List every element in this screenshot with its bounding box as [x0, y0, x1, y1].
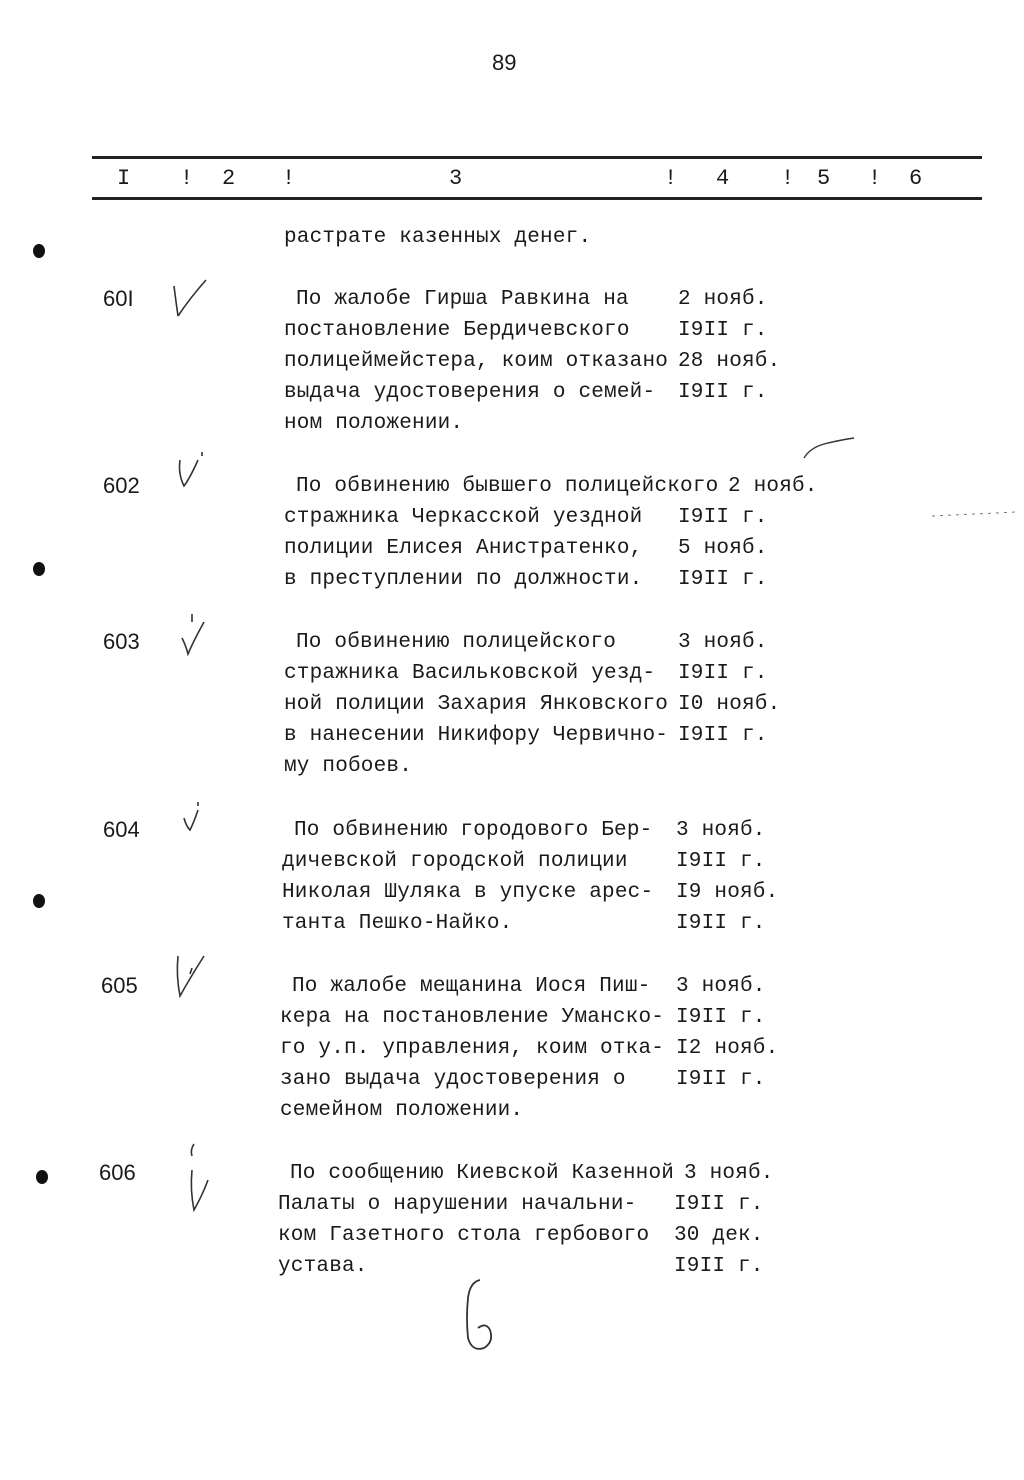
header-separator: ! — [868, 166, 882, 191]
checkmark-icon — [170, 946, 210, 1002]
checkmark-icon — [184, 1140, 214, 1220]
entry-number: 603 — [103, 629, 140, 654]
entry-text-line: Палаты о нарушении начальни- — [278, 1193, 637, 1216]
entry-date: I9II г. — [676, 1068, 766, 1091]
entry-text-line: танта Пешко-Найко. — [282, 912, 513, 935]
header-col-6: 6 — [909, 166, 923, 191]
entry-date: I9II г. — [678, 381, 768, 404]
table-header-top-rule — [92, 156, 982, 159]
entry-date: 3 нояб. — [676, 819, 766, 842]
entry-date: 28 нояб. — [678, 350, 781, 373]
entry-text-line: Николая Шуляка в упуске арес- — [282, 881, 654, 904]
header-separator: ! — [180, 166, 194, 191]
entry-date: I2 нояб. — [676, 1037, 779, 1060]
entry-text-line: му побоев. — [284, 755, 413, 778]
entry-text-line: устава. — [278, 1255, 368, 1278]
entry-date: I9II г. — [676, 1006, 766, 1029]
entry-number: 605 — [101, 973, 138, 998]
entry-text-line: выдача удостоверения о семей- — [284, 381, 656, 404]
page-number: 89 — [492, 50, 517, 75]
entry-date: I9II г. — [678, 724, 768, 747]
checkmark-icon — [178, 798, 208, 838]
header-col-4: 4 — [716, 166, 730, 191]
entry-text-line: По обвинению бывшего полицейского — [296, 475, 719, 498]
checkmark-icon — [172, 448, 208, 498]
entry-date: I9II г. — [678, 319, 768, 342]
checkmark-icon — [176, 610, 212, 660]
entry-number: 60I — [103, 286, 134, 311]
entry-text-line: дичевской городской полиции — [282, 850, 628, 873]
entry-date: 2 нояб. — [678, 288, 768, 311]
continuation-text: растрате казенных денег. — [284, 226, 592, 249]
entry-date: 3 нояб. — [684, 1162, 774, 1185]
entry-number: 606 — [99, 1160, 136, 1185]
header-col-1: I — [117, 166, 131, 191]
entry-text-line: полицеймейстера, коим отказано — [284, 350, 669, 373]
entry-date: 3 нояб. — [678, 631, 768, 654]
header-col-2: 2 — [222, 166, 236, 191]
entry-date: I9II г. — [678, 662, 768, 685]
table-header-bottom-rule — [92, 197, 982, 200]
header-col-3: 3 — [449, 166, 463, 191]
punch-hole — [33, 244, 45, 258]
entry-text-line: По обвинению городового Бер- — [294, 819, 653, 842]
handwritten-page-mark — [458, 1268, 504, 1358]
punch-hole — [33, 562, 45, 576]
entry-number: 604 — [103, 817, 140, 842]
entry-text-line: стражника Васильковской уезд- — [284, 662, 656, 685]
entry-text-line: ной полиции Захария Янковского — [284, 693, 669, 716]
punch-hole — [36, 1170, 48, 1184]
entry-text-line: кера на постановление Уманско- — [280, 1006, 665, 1029]
entry-date: 5 нояб. — [678, 537, 768, 560]
entry-text-line: ком Газетного стола гербового — [278, 1224, 650, 1247]
punch-hole — [33, 894, 45, 908]
entry-text-line: По жалобе мещанина Иося Пиш- — [292, 975, 651, 998]
entry-date: I9II г. — [676, 912, 766, 935]
entry-date: I0 нояб. — [678, 693, 781, 716]
entry-date: 30 дек. — [674, 1224, 764, 1247]
pen-stroke — [930, 506, 1020, 520]
header-separator: ! — [781, 166, 795, 191]
entry-date: I9II г. — [674, 1193, 764, 1216]
entry-date: 3 нояб. — [676, 975, 766, 998]
entry-date: I9II г. — [676, 850, 766, 873]
checkmark-icon — [168, 272, 212, 322]
entry-text-line: По обвинению полицейского — [296, 631, 617, 654]
entry-text-line: постановление Бердичевского — [284, 319, 630, 342]
entry-date: I9II г. — [678, 568, 768, 591]
entry-text-line: го у.п. управления, коим отка- — [280, 1037, 665, 1060]
entry-text-line: По сообщению Киевской Казенной — [290, 1162, 675, 1185]
entry-number: 602 — [103, 473, 140, 498]
header-col-5: 5 — [817, 166, 831, 191]
header-separator: ! — [282, 166, 296, 191]
entry-text-line: зано выдача удостоверения о — [280, 1068, 626, 1091]
entry-text-line: в преступлении по должности. — [284, 568, 643, 591]
entry-date: 2 нояб. — [728, 475, 818, 498]
pen-stroke — [800, 432, 860, 462]
entry-text-line: семейном положении. — [280, 1099, 524, 1122]
entry-text-line: в нанесении Никифору Червично- — [284, 724, 669, 747]
entry-date: I9II г. — [674, 1255, 764, 1278]
entry-text-line: стражника Черкасской уездной — [284, 506, 643, 529]
entry-text-line: ном положении. — [284, 412, 464, 435]
entry-text-line: По жалобе Гирша Равкина на — [296, 288, 629, 311]
header-separator: ! — [664, 166, 678, 191]
entry-date: I9II г. — [678, 506, 768, 529]
entry-date: I9 нояб. — [676, 881, 779, 904]
entry-text-line: полиции Елисея Анистратенко, — [284, 537, 643, 560]
